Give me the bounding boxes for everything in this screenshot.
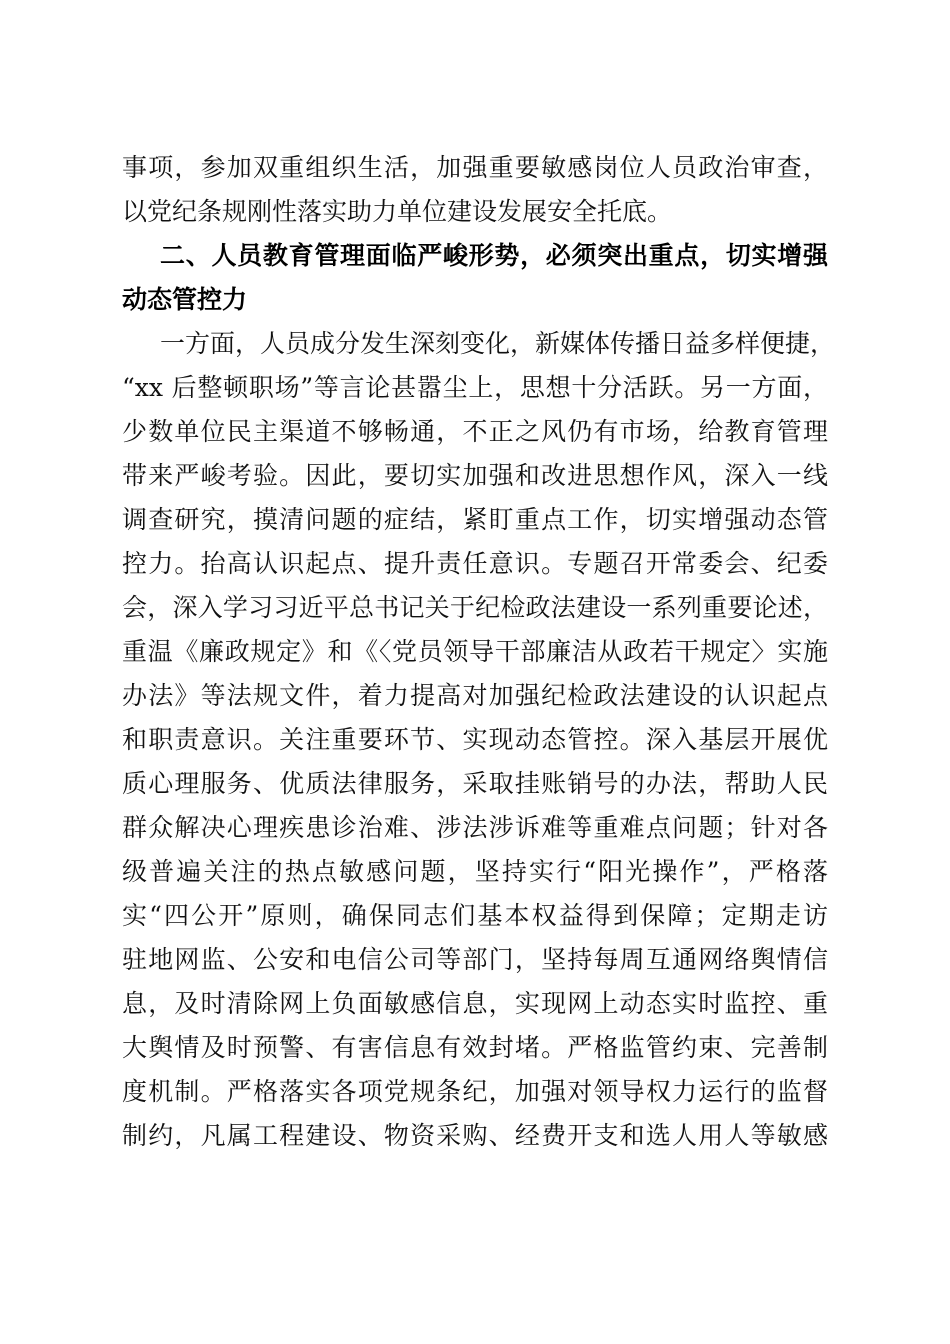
text-line: 带来严峻考验。因此，要切实加强和改进思想作风，深入一线 — [122, 461, 828, 490]
section-heading-continued: 动态管控力 — [122, 285, 248, 314]
text-line: 度机制。严格落实各项党规条纪，加强对领导权力运行的监督 — [122, 1077, 828, 1106]
section-heading: 二、人员教育管理面临严峻形势，必须突出重点，切实增强 — [160, 241, 828, 270]
text-line: 息，及时清除网上负面敏感信息，实现网上动态实时监控、重 — [122, 989, 828, 1018]
text-line: 级普遍关注的热点敏感问题，坚持实行“阳光操作”，严格落 — [122, 857, 828, 886]
text-line: 实“四公开”原则，确保同志们基本权益得到保障；定期走访 — [122, 901, 828, 930]
text-line: 办法》等法规文件，着力提高对加强纪检政法建设的认识起点 — [122, 681, 828, 710]
text-line: 以党纪条规刚性落实助力单位建设发展安全托底。 — [122, 197, 673, 226]
text-line: 制约，凡属工程建设、物资采购、经费开支和选人用人等敏感 — [122, 1121, 828, 1150]
text-line: 调查研究，摸清问题的症结，紧盯重点工作，切实增强动态管 — [122, 505, 828, 534]
text-line: 和职责意识。关注重要环节、实现动态管控。深入基层开展优 — [122, 725, 828, 754]
text-line: 事项，参加双重组织生活，加强重要敏感岗位人员政治审查， — [122, 153, 828, 182]
text-line: 控力。抬高认识起点、提升责任意识。专题召开常委会、纪委 — [122, 549, 828, 578]
text-line: 驻地网监、公安和电信公司等部门，坚持每周互通网络舆情信 — [122, 945, 828, 974]
text-line: 重温《廉政规定》和《〈党员领导干部廉洁从政若干规定〉实施 — [122, 637, 828, 666]
text-line: 大舆情及时预警、有害信息有效封堵。严格监管约束、完善制 — [122, 1033, 828, 1062]
text-line: 质心理服务、优质法律服务，采取挂账销号的办法，帮助人民 — [122, 769, 828, 798]
text-line: “xx 后整顿职场”等言论甚嚣尘上，思想十分活跃。另一方面， — [122, 373, 828, 402]
text-line: 少数单位民主渠道不够畅通，不正之风仍有市场，给教育管理 — [122, 417, 828, 446]
paragraph-first-line: 一方面，人员成分发生深刻变化，新媒体传播日益多样便捷， — [160, 329, 836, 358]
text-line: 会，深入学习习近平总书记关于纪检政法建设一系列重要论述， — [122, 593, 828, 622]
text-line: 群众解决心理疾患诊治难、涉法涉诉难等重难点问题；针对各 — [122, 813, 828, 842]
